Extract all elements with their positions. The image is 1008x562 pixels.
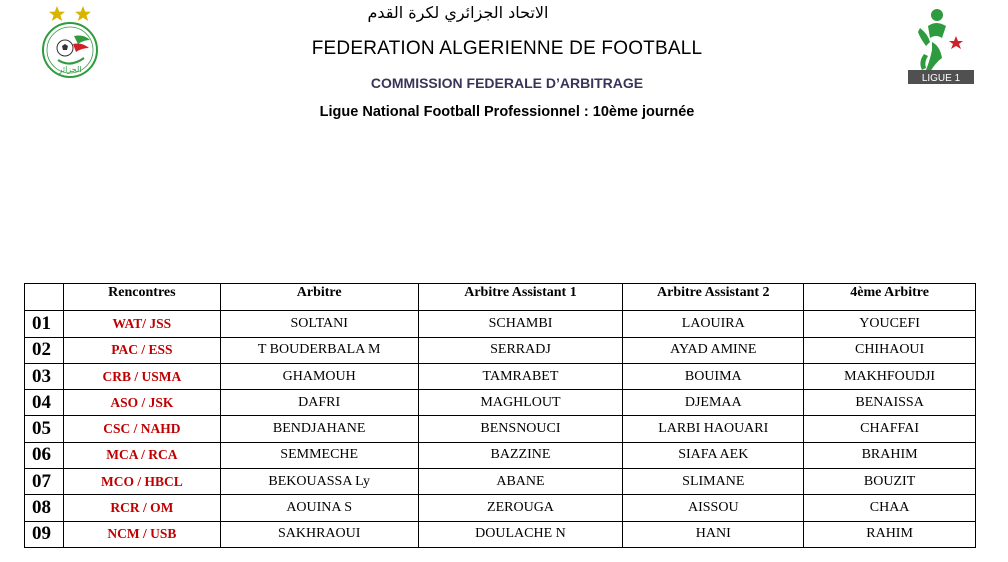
- referee-name: DAFRI: [220, 390, 418, 416]
- match-number: 01: [25, 311, 64, 337]
- column-header-number: [25, 284, 64, 311]
- assistant2-name: SIAFA AEK: [623, 442, 804, 468]
- referee-name: AOUINA S: [220, 495, 418, 521]
- match-teams: NCM / USB: [63, 521, 220, 547]
- fourth-referee-name: CHAA: [804, 495, 976, 521]
- table-row: [25, 521, 976, 547]
- table-header-row: [25, 284, 976, 311]
- column-header-matches: Rencontres: [63, 284, 220, 311]
- match-number: 08: [25, 495, 64, 521]
- match-teams: CRB / USMA: [63, 363, 220, 389]
- referee-name: T BOUDERBALA M: [220, 337, 418, 363]
- fourth-referee-name: RAHIM: [804, 521, 976, 547]
- match-teams: MCO / HBCL: [63, 469, 220, 495]
- column-header-assistant1: Arbitre Assistant 1: [418, 284, 623, 311]
- referee-name: BENDJAHANE: [220, 416, 418, 442]
- match-number: 06: [25, 442, 64, 468]
- referee-name: BEKOUASSA Ly: [220, 469, 418, 495]
- commission-title-text: COMMISSION FEDERALE D’ARBITRAGE: [370, 75, 644, 91]
- referee-name: GHAMOUH: [220, 363, 418, 389]
- assistant2-name: AYAD AMINE: [623, 337, 804, 363]
- assistant2-name: AISSOU: [623, 495, 804, 521]
- assistant2-name: SLIMANE: [623, 469, 804, 495]
- assistant1-name: ABANE: [418, 469, 623, 495]
- arabic-federation-title: [0, 3, 1008, 22]
- arabic-federation-title-text: الاتحاد الجزائري لكرة القدم: [367, 3, 549, 22]
- fourth-referee-name: CHIHAOUI: [804, 337, 976, 363]
- assistant1-name: BENSNOUCI: [418, 416, 623, 442]
- match-teams: PAC / ESS: [63, 337, 220, 363]
- match-number: 05: [25, 416, 64, 442]
- assistant1-name: SCHAMBI: [418, 311, 623, 337]
- assistant2-name: HANI: [623, 521, 804, 547]
- assistant2-name: LARBI HAOUARI: [623, 416, 804, 442]
- assistant2-name: LAOUIRA: [623, 311, 804, 337]
- column-header-assistant2: Arbitre Assistant 2: [623, 284, 804, 311]
- fourth-referee-name: BENAISSA: [804, 390, 976, 416]
- assistant1-name: SERRADJ: [418, 337, 623, 363]
- match-teams: WAT/ JSS: [63, 311, 220, 337]
- assistant1-name: TAMRABET: [418, 363, 623, 389]
- table-row: [25, 390, 976, 416]
- right-logo-label: LIGUE 1: [921, 73, 961, 84]
- match-teams: CSC / NAHD: [63, 416, 220, 442]
- assistant1-name: DOULACHE N: [418, 521, 623, 547]
- match-number: 04: [25, 390, 64, 416]
- assistant1-name: BAZZINE: [418, 442, 623, 468]
- match-teams: ASO / JSK: [63, 390, 220, 416]
- table-row: [25, 416, 976, 442]
- fourth-referee-name: MAKHFOUDJI: [804, 363, 976, 389]
- league-round-title: [0, 104, 1008, 120]
- match-number: 03: [25, 363, 64, 389]
- federation-title-text: FEDERATION ALGERIENNE DE FOOTBALL: [311, 38, 703, 59]
- fourth-referee-name: YOUCEFI: [804, 311, 976, 337]
- assistant2-name: DJEMAA: [623, 390, 804, 416]
- table-row: [25, 469, 976, 495]
- assistant2-name: BOUIMA: [623, 363, 804, 389]
- match-number: 09: [25, 521, 64, 547]
- federation-title: [0, 38, 1008, 60]
- match-number: 02: [25, 337, 64, 363]
- referee-name: SEMMECHE: [220, 442, 418, 468]
- table-row: [25, 337, 976, 363]
- referee-name: SAKHRAOUI: [220, 521, 418, 547]
- fourth-referee-name: BRAHIM: [804, 442, 976, 468]
- table-row: [25, 311, 976, 337]
- left-logo-label: الجزائر: [58, 65, 82, 74]
- column-header-fourth-referee: 4ème Arbitre: [804, 284, 976, 311]
- commission-title: [0, 75, 1008, 91]
- column-header-referee: Arbitre: [220, 284, 418, 311]
- league-round-title-text: Ligue National Football Professionnel : 10ème journée: [319, 104, 695, 120]
- fourth-referee-name: CHAFFAI: [804, 416, 976, 442]
- assistant1-name: ZEROUGA: [418, 495, 623, 521]
- referee-name: SOLTANI: [220, 311, 418, 337]
- fourth-referee-name: BOUZIT: [804, 469, 976, 495]
- table-row: [25, 495, 976, 521]
- referee-assignment-table: [24, 283, 976, 548]
- match-teams: RCR / OM: [63, 495, 220, 521]
- match-teams: MCA / RCA: [63, 442, 220, 468]
- assistant1-name: MAGHLOUT: [418, 390, 623, 416]
- match-number: 07: [25, 469, 64, 495]
- table-row: [25, 442, 976, 468]
- table-row: [25, 363, 976, 389]
